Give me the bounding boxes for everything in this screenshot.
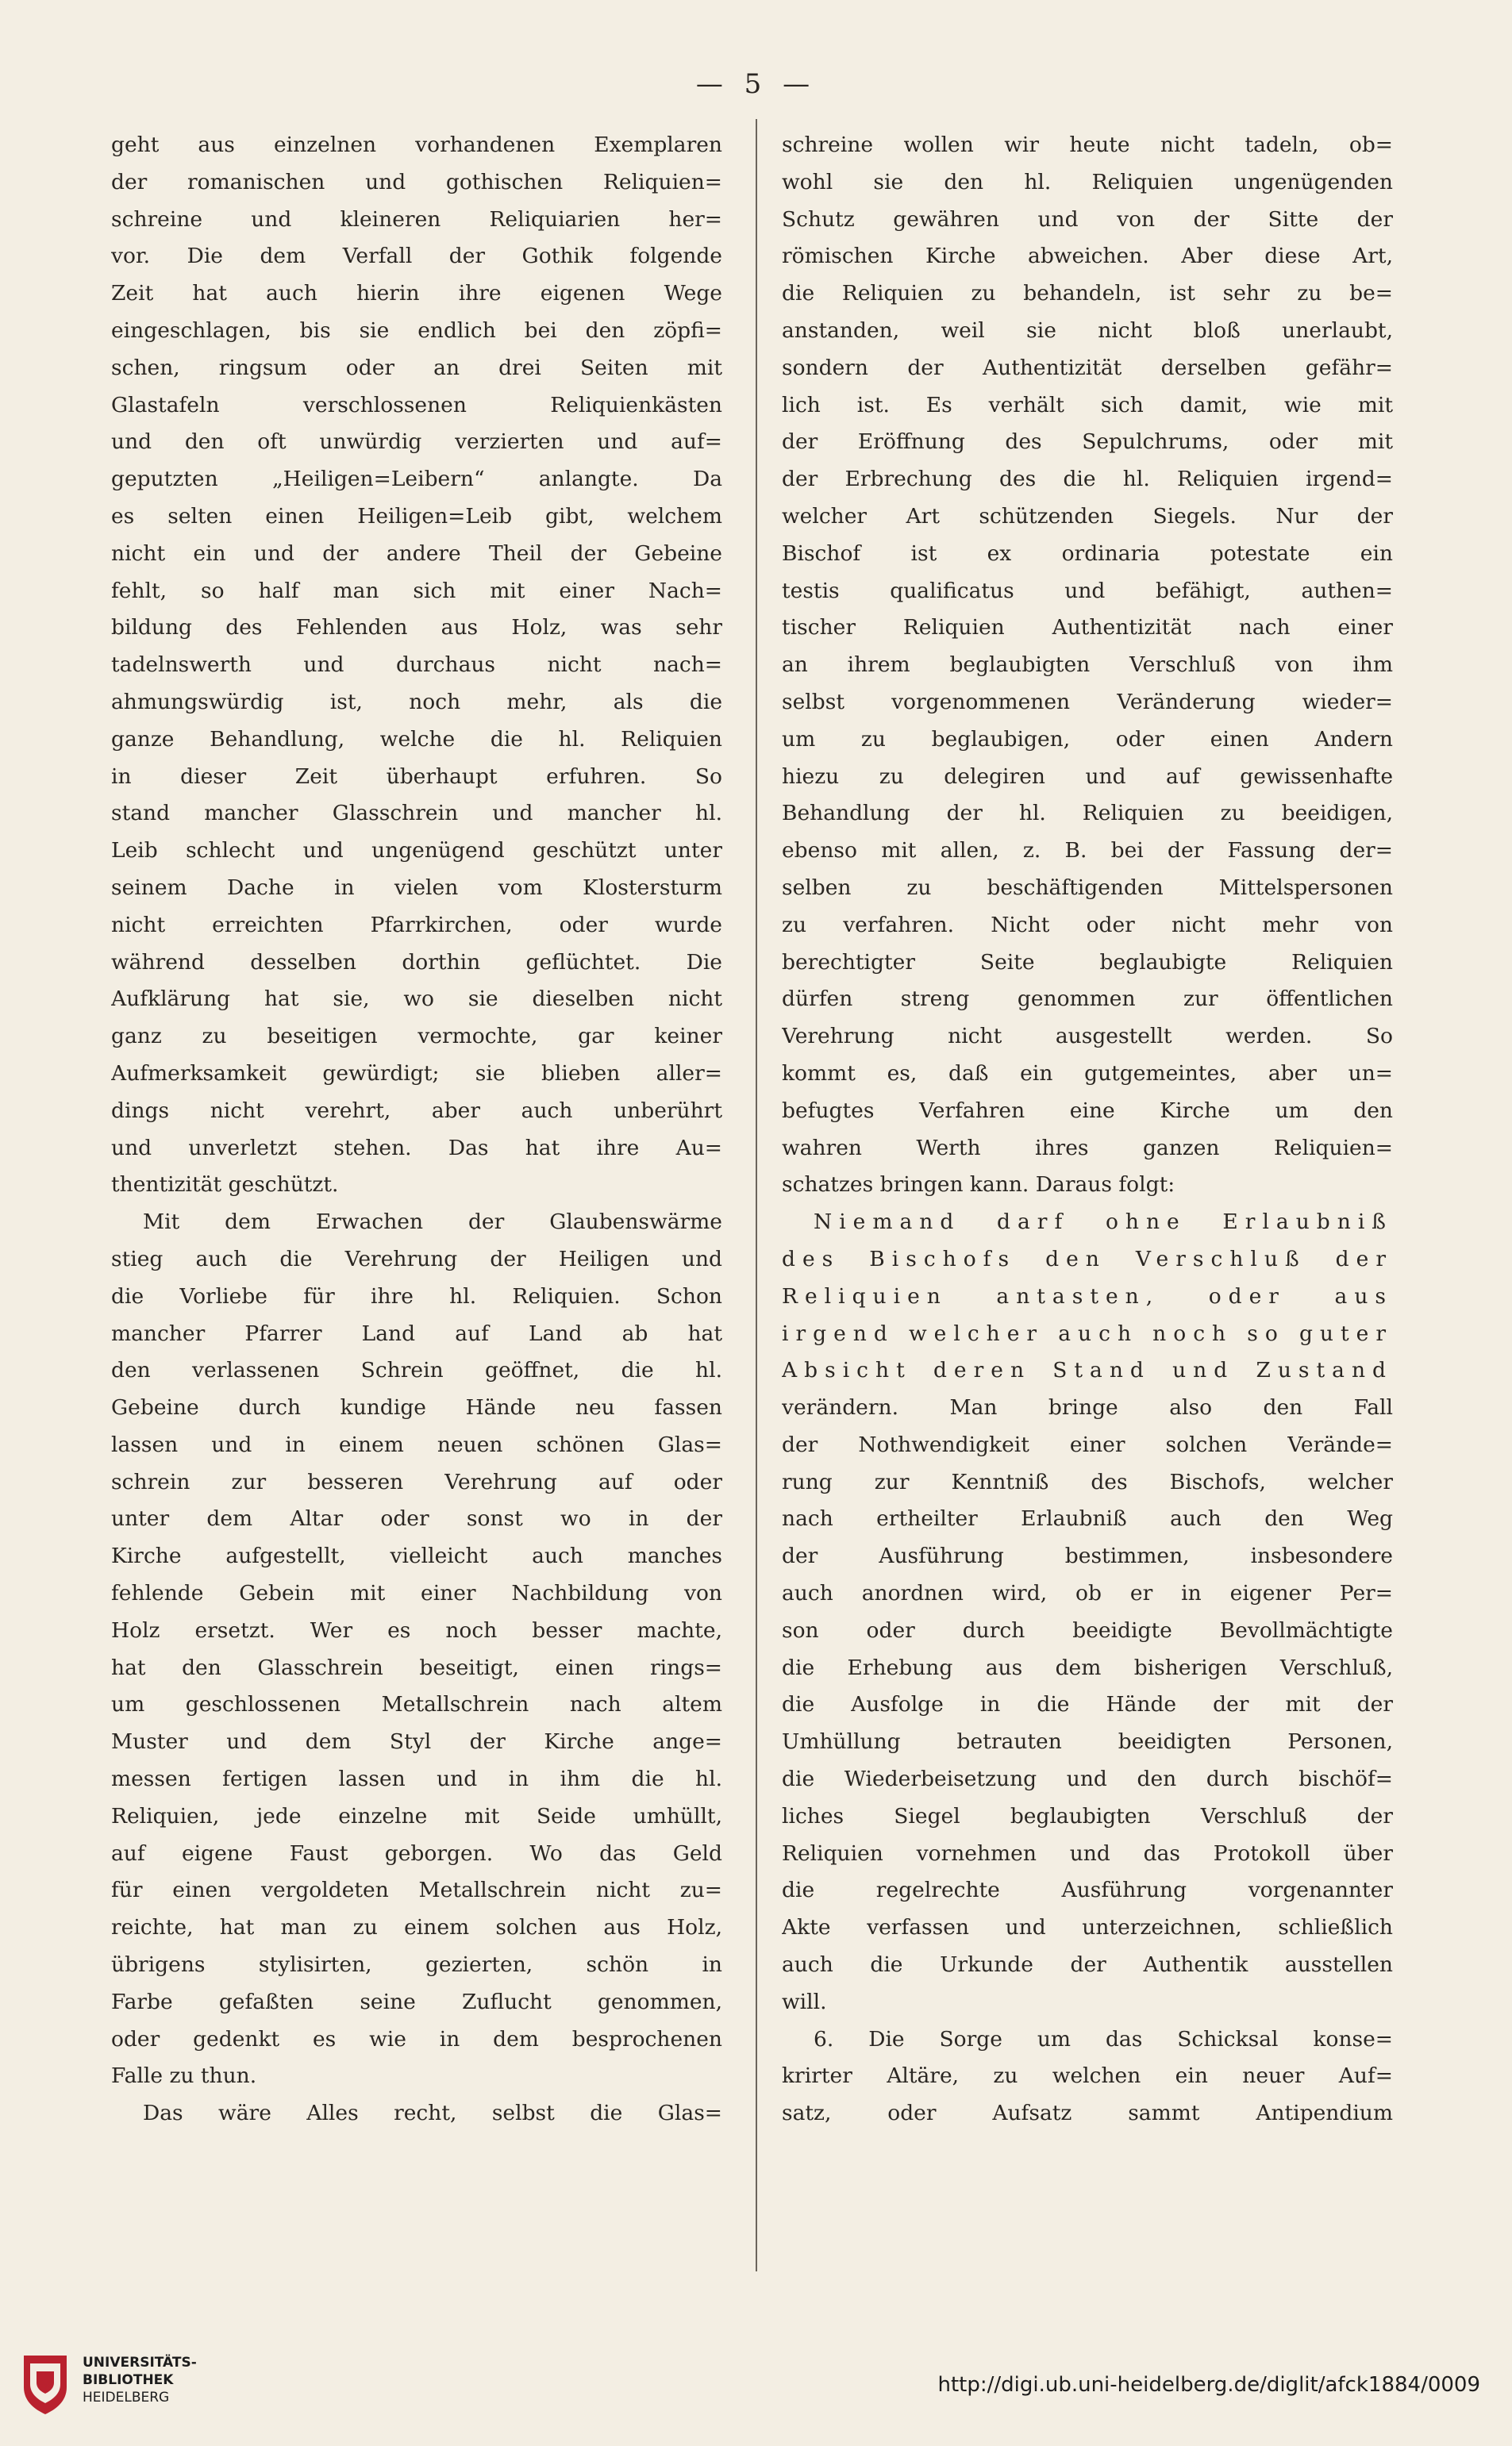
text-line: der Eröffnung des Sepulchrums, oder mit — [782, 429, 1393, 455]
text-line: der Erbrechung des die hl. Reliquien irgend= — [782, 467, 1393, 492]
text-line: Falle zu thun. — [111, 2063, 257, 2089]
text-line: selbst vorgenommenen Veränderung wieder= — [782, 689, 1393, 714]
text-line: und den oft unwürdig verzierten und auf= — [111, 429, 722, 455]
text-line: Holz ersetzt. Wer es noch besser machte, — [111, 1617, 722, 1643]
text-line: seinem Dache in vielen vom Klostersturm — [111, 875, 722, 900]
university-seal-icon — [19, 2352, 71, 2416]
logo-line-2: BIBLIOTHEK — [83, 2372, 174, 2388]
text-line: übrigens stylisirten, gezierten, schön in — [111, 1952, 722, 1978]
text-line: unter dem Altar oder sonst wo in der — [111, 1506, 722, 1532]
text-line: rung zur Kenntniß des Bischofs, welcher — [782, 1469, 1393, 1494]
text-line: die Erhebung aus dem bisherigen Verschluß, — [782, 1655, 1393, 1680]
text-line: ahmungswürdig ist, noch mehr, als die — [111, 689, 722, 714]
text-line: den verlassenen Schrein geöffnet, die hl. — [111, 1358, 722, 1383]
text-line: Aufklärung hat sie, wo sie dieselben nicht — [111, 986, 722, 1012]
text-line: lassen und in einem neuen schönen Glas= — [111, 1432, 722, 1457]
text-line: nach ertheilter Erlaubniß auch den Weg — [782, 1506, 1393, 1532]
text-line: ganze Behandlung, welche die hl. Reliquien — [111, 726, 722, 752]
text-line: Akte verfassen und unterzeichnen, schließlich — [782, 1915, 1393, 1940]
text-line: wohl sie den hl. Reliquien ungenügenden — [782, 169, 1393, 194]
text-line: thentizität geschützt. — [111, 1172, 339, 1198]
text-line: Absicht deren Stand und Zustand — [782, 1358, 1393, 1383]
text-line: Gebeine durch kundige Hände neu fassen — [111, 1395, 722, 1421]
text-line: Zeit hat auch hierin ihre eigenen Wege — [111, 281, 722, 306]
text-line: Leib schlecht und ungenügend geschützt unter — [111, 838, 722, 863]
text-line: stand mancher Glasschrein und mancher hl. — [111, 801, 722, 826]
text-line: die regelrechte Ausführung vorgenannter — [782, 1878, 1393, 1903]
text-line: Bischof ist ex ordinaria potestate ein — [782, 540, 1393, 566]
text-line: hat den Glasschrein beseitigt, einen rings= — [111, 1655, 722, 1680]
text-line: zu verfahren. Nicht oder nicht mehr von — [782, 912, 1393, 937]
text-line: Farbe gefaßten seine Zuflucht genommen, — [111, 1989, 722, 2014]
text-line: fehlt, so half man sich mit einer Nach= — [111, 578, 722, 603]
text-line: vor. Die dem Verfall der Gothik folgende — [111, 244, 722, 269]
text-line: kommt es, daß ein gutgemeintes, aber un= — [782, 1060, 1393, 1086]
text-line: der Ausführung bestimmen, insbesondere — [782, 1544, 1393, 1569]
text-line: sondern der Authentizität derselben gefähr= — [782, 355, 1393, 380]
text-line: lich ist. Es verhält sich damit, wie mit — [782, 392, 1393, 417]
text-line: nicht erreichten Pfarrkirchen, oder wurde — [111, 912, 722, 937]
text-line: testis qualificatus und befähigt, authen= — [782, 578, 1393, 603]
text-line: schatzes bringen kann. Daraus folgt: — [782, 1172, 1175, 1198]
text-line: es selten einen Heiligen=Leib gibt, welchem — [111, 503, 722, 529]
text-line: Niemand darf ohne Erlaubniß — [814, 1210, 1393, 1235]
text-line: welcher Art schützenden Siegels. Nur der — [782, 503, 1393, 529]
text-line: mancher Pfarrer Land auf Land ab hat — [111, 1321, 722, 1346]
text-line: der Nothwendigkeit einer solchen Verände= — [782, 1432, 1393, 1457]
text-line: Behandlung der hl. Reliquien zu beeidigen, — [782, 801, 1393, 826]
text-line: römischen Kirche abweichen. Aber diese Art, — [782, 244, 1393, 269]
text-line: messen fertigen lassen und in ihm die hl. — [111, 1767, 722, 1792]
text-line: wahren Werth ihres ganzen Reliquien= — [782, 1135, 1393, 1160]
text-line: 6. Die Sorge um das Schicksal konse= — [814, 2026, 1393, 2052]
text-line: dings nicht verehrt, aber auch unberührt — [111, 1098, 722, 1123]
text-line: schreine wollen wir heute nicht tadeln, ob= — [782, 133, 1393, 157]
text-line: um zu beglaubigen, oder einen Andern — [782, 726, 1393, 752]
text-line: Glastafeln verschlossenen Reliquienkästen — [111, 392, 722, 417]
text-line: Aufmerksamkeit gewürdigt; sie blieben aller= — [111, 1060, 722, 1086]
text-line: die Vorliebe für ihre hl. Reliquien. Schon — [111, 1283, 722, 1309]
text-line: Das wäre Alles recht, selbst die Glas= — [143, 2101, 722, 2126]
text-line: Muster und dem Styl der Kirche ange= — [111, 1729, 722, 1755]
right-column — [782, 127, 1393, 2133]
text-line: berechtigter Seite beglaubigte Reliquien — [782, 949, 1393, 975]
text-line: befugtes Verfahren eine Kirche um den — [782, 1098, 1393, 1123]
text-line: und unverletzt stehen. Das hat ihre Au= — [111, 1135, 722, 1160]
text-line: selben zu beschäftigenden Mittelspersonen — [782, 875, 1393, 900]
text-line: reichte, hat man zu einem solchen aus Holz, — [111, 1915, 722, 1940]
text-line: satz, oder Aufsatz sammt Antipendium — [782, 2101, 1393, 2126]
text-line: stieg auch die Verehrung der Heiligen und — [111, 1246, 722, 1271]
source-url-link[interactable]: http://digi.ub.uni-heidelberg.de/diglit/afck1884/0009 — [937, 2373, 1480, 2397]
text-line: tadelnswerth und durchaus nicht nach= — [111, 652, 722, 678]
text-line: ganz zu beseitigen vermochte, gar keiner — [111, 1024, 722, 1049]
logo-line-3: HEIDELBERG — [83, 2390, 170, 2406]
text-line: ebenso mit allen, z. B. bei der Fassung der= — [782, 838, 1393, 863]
text-line: hiezu zu delegiren und auf gewissenhafte — [782, 763, 1393, 789]
text-line: krirter Altäre, zu welchen ein neuer Auf= — [782, 2063, 1393, 2089]
text-line: schrein zur besseren Verehrung auf oder — [111, 1469, 722, 1494]
text-line: Umhüllung betrauten beeidigten Personen, — [782, 1729, 1393, 1755]
text-line: an ihrem beglaubigten Verschluß von ihm — [782, 652, 1393, 678]
text-line: nicht ein und der andere Theil der Gebeine — [111, 540, 722, 566]
text-line: bildung des Fehlenden aus Holz, was sehr — [111, 615, 722, 640]
text-line: auch die Urkunde der Authentik ausstellen — [782, 1952, 1393, 1978]
text-line: Reliquien antasten, oder aus — [782, 1283, 1393, 1309]
text-line: des Bischofs den Verschluß der — [782, 1246, 1393, 1271]
text-line: für einen vergoldeten Metallschrein nicht zu= — [111, 1878, 722, 1903]
text-line: schen, ringsum oder an drei Seiten mit — [111, 355, 722, 380]
text-line: Verehrung nicht ausgestellt werden. So — [782, 1024, 1393, 1049]
column-divider — [756, 119, 757, 2271]
text-line: auch anordnen wird, ob er in eigener Per= — [782, 1581, 1393, 1606]
text-line: die Ausfolge in die Hände der mit der — [782, 1692, 1393, 1717]
text-line: Mit dem Erwachen der Glaubenswärme — [143, 1210, 722, 1235]
text-line: eingeschlagen, bis sie endlich bei den zöpfi= — [111, 317, 722, 343]
text-line: irgend welcher auch noch so guter — [782, 1321, 1393, 1346]
text-line: Schutz gewähren und von der Sitte der — [782, 206, 1393, 232]
text-line: geputzten „Heiligen=Leibern“ anlangte. Da — [111, 467, 722, 492]
text-line: Reliquien, jede einzelne mit Seide umhüllt, — [111, 1803, 722, 1829]
text-line: dürfen streng genommen zur öffentlichen — [782, 986, 1393, 1012]
text-line: anstanden, weil sie nicht bloß unerlaubt, — [782, 317, 1393, 343]
text-line: schreine und kleineren Reliquiarien her= — [111, 206, 722, 232]
text-line: Reliquien vornehmen und das Protokoll über — [782, 1840, 1393, 1866]
logo-line-1: UNIVERSITÄTS- — [83, 2355, 197, 2371]
text-line: will. — [782, 1989, 827, 2014]
text-line: die Wiederbeisetzung und den durch bischöf= — [782, 1767, 1393, 1792]
text-line: die Reliquien zu behandeln, ist sehr zu be= — [782, 281, 1393, 306]
library-logo[interactable] — [19, 2348, 210, 2424]
text-line: geht aus einzelnen vorhandenen Exemplaren — [111, 133, 722, 157]
text-line: Kirche aufgestellt, vielleicht auch manches — [111, 1544, 722, 1569]
left-column — [111, 127, 722, 2133]
text-line: während desselben dorthin geflüchtet. Die — [111, 949, 722, 975]
text-line: liches Siegel beglaubigten Verschluß der — [782, 1803, 1393, 1829]
text-line: son oder durch beeidigte Bevollmächtigte — [782, 1617, 1393, 1643]
text-line: der romanischen und gothischen Reliquien= — [111, 169, 722, 194]
text-line: verändern. Man bringe also den Fall — [782, 1395, 1393, 1421]
text-line: um geschlossenen Metallschrein nach altem — [111, 1692, 722, 1717]
text-line: tischer Reliquien Authentizität nach einer — [782, 615, 1393, 640]
text-line: fehlende Gebein mit einer Nachbildung von — [111, 1581, 722, 1606]
text-line: oder gedenkt es wie in dem besprochenen — [111, 2026, 722, 2052]
text-line: auf eigene Faust geborgen. Wo das Geld — [111, 1840, 722, 1866]
library-logo-text — [83, 2354, 197, 2406]
text-line: in dieser Zeit überhaupt erfuhren. So — [111, 763, 722, 789]
page-number: — 5 — — [695, 68, 817, 100]
